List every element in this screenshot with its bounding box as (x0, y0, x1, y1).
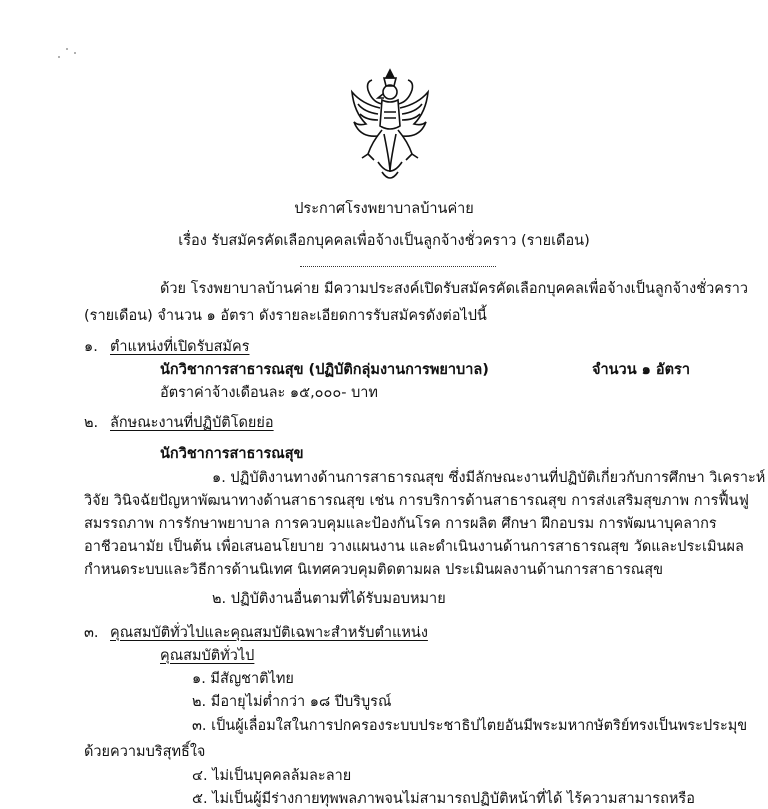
duty-line: กำหนดระบบและวิธีการด้านนิเทศ นิเทศควบคุมติดตามผล ประเมินผลงานด้านการสาธารณสุข (84, 562, 663, 578)
intro-line-2: (รายเดือน) จำนวน ๑ อัตรา ดังรายละเอียดการรับสมัครดังต่อไปนี้ (84, 308, 487, 324)
duty-line: ๑. ปฏิบัติงานทางด้านการสาธารณสุข ซึ่งมีลักษณะงานที่ปฏิบัติเกี่ยวกับการศึกษา วิเคราะห์ (212, 470, 766, 486)
scan-speck (66, 48, 68, 50)
qualification-item: ๓. เป็นผู้เลื่อมใสในการปกครองระบบประชาธิปไตยอันมีพระมหากษัตริย์ทรงเป็นพระประมุข (192, 718, 748, 734)
garuda-emblem-icon (348, 68, 432, 188)
duty-line: ๒. ปฏิบัติงานอื่นตามที่ได้รับมอบหมาย (212, 591, 446, 607)
qualification-item: ๕. ไม่เป็นผู้มีร่างกายทุพพลภาพจนไม่สามารถปฏิบัติหน้าที่ได้ ไร้ความสามารถหรือ (192, 791, 695, 807)
qualification-item: ด้วยความบริสุทธิ์ใจ (84, 744, 206, 760)
section-2-heading: ลักษณะงานที่ปฏิบัติโดยย่อ (110, 415, 274, 431)
intro-line-1: ด้วย โรงพยาบาลบ้านค่าย มีความประสงค์เปิดรับสมัครคัดเลือกบุคคลเพื่อจ้างเป็นลูกจ้างชั่วคราว (160, 281, 749, 297)
section-3-number: ๓. (84, 625, 99, 641)
document-title: ประกาศโรงพยาบาลบ้านค่าย (294, 201, 474, 217)
salary-line: อัตราค่าจ้างเดือนละ ๑๕,๐๐๐- บาท (160, 385, 378, 401)
section-1-number: ๑. (84, 339, 98, 355)
qualification-item: ๒. มีอายุไม่ต่ำกว่า ๑๘ ปีบริบูรณ์ (192, 694, 392, 710)
dotted-divider (300, 266, 496, 267)
duty-line: อาชีวอนามัย เป็นต้น เพื่อเสนอนโยบาย วางแผนงาน และดำเนินงานด้านการสาธารณสุข วัดและประเมินผล (84, 539, 744, 555)
duty-line: วิจัย วินิจฉัยปัญหาพัฒนาทางด้านสาธารณสุข เช่น การบริการด้านสาธารณสุข การส่งเสริมสุขภาพ การฟื้นฟู (84, 493, 749, 509)
duty-line: สมรรถภาพ การรักษาพยาบาล การควบคุมและป้องกันโรค การผลิต ศึกษา ฝึกอบรม การพัฒนาบุคลากร (84, 516, 717, 532)
section-2-subheading: นักวิชาการสาธารณสุข (160, 446, 304, 462)
qualification-item: ๑. มีสัญชาติไทย (192, 671, 294, 687)
qualification-item: ๔. ไม่เป็นบุคคลล้มละลาย (192, 768, 352, 784)
section-1-heading: ตำแหน่งที่เปิดรับสมัคร (110, 339, 250, 355)
section-2-number: ๒. (84, 415, 99, 431)
scan-speck (74, 52, 76, 54)
position-title: นักวิชาการสาธารณสุข (ปฏิบัติกลุ่มงานการพยาบาล) (160, 362, 489, 378)
scan-speck (58, 56, 60, 58)
position-quota: จำนวน ๑ อัตรา (592, 362, 690, 378)
section-3-heading: คุณสมบัติทั่วไปและคุณสมบัติเฉพาะสำหรับตำแหน่ง (110, 625, 428, 641)
document-subject: เรื่อง รับสมัครคัดเลือกบุคคลเพื่อจ้างเป็นลูกจ้างชั่วคราว (รายเดือน) (178, 233, 590, 249)
section-3-subheading: คุณสมบัติทั่วไป (160, 648, 255, 664)
